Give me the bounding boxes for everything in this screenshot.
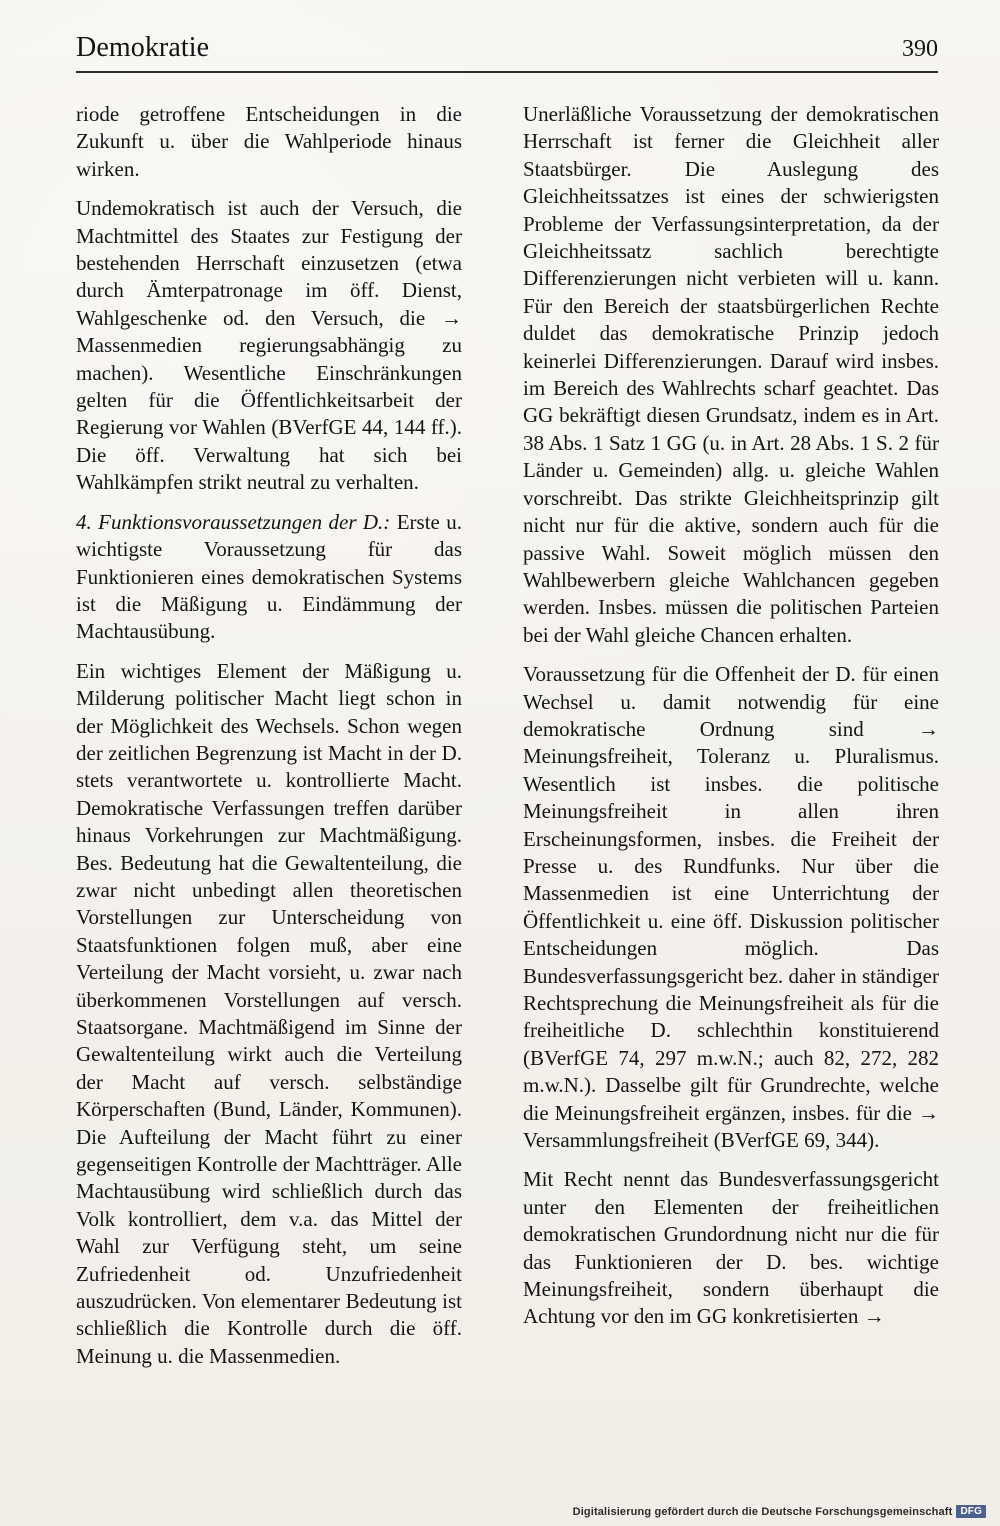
left-paragraph-3: [76, 509, 462, 646]
right-column: [523, 101, 939, 1343]
page-header: [76, 34, 938, 78]
left-column: [76, 101, 462, 1382]
page-title: Demokratie: [76, 32, 210, 63]
left-paragraph-3-text: Erste u. wichtigste Voraussetzung für das Funktionieren eines demokratischen Systems ist die Mäßigung u. Eindämmung der Machtausübung.: [76, 509, 462, 644]
right-paragraph-2: Voraussetzung für die Offenheit der D. für einen Wechsel u. damit notwendig für eine demokratische Ordnung sind → Meinungsfreiheit, Toleranz u. Pluralismus. Wesentlich ist insbes. die politische Meinungsfreiheit in allen ihren Erscheinungsformen, insbes. die Freiheit der Presse u. des Rundfunks. Nur über die Massenmedien ist eine Unterrichtung der Öffentlichkeit u. eine öff. Diskussion politischer Entscheidungen möglich. Das Bundesverfassungsgericht bez. daher in ständiger Rechtsprechung die Meinungsfreiheit als für die freiheitliche D. schlechthin konstituierend (BVerfGE 74, 297 m.w.N.; auch 82, 272, 282 m.w.N.). Dasselbe gilt für Grundrechte, welche die Meinungsfreiheit ergänzen, insbes. für die → Versammlungsfreiheit (BVerfGE 69, 344).: [523, 662, 939, 1153]
dfg-badge: DFG: [956, 1505, 986, 1518]
footer-text: Digitalisierung gefördert durch die Deutsche Forschungsgemeinschaft: [572, 1505, 953, 1518]
right-paragraph-1: Unerläßliche Voraussetzung der demokratischen Herrschaft ist ferner die Gleichheit aller Staatsbürger. Die Auslegung des Gleichheitssatzes ist eines der schwierigsten Probleme der Verfassungsinterpretation, da der Gleichheitssatz sachlich berechtigte Differenzierungen nicht verbieten will u. kann. Für den Bereich der staatsbürgerlichen Rechte duldet das demokratische Prinzip jedoch keinerlei Differenzierungen. Darauf wird insbes. im Bereich des Wahlrechts scharf geachtet. Das GG bekräftigt diesen Grundsatz, indem es in Art. 38 Abs. 1 Satz 1 GG (u. in Art. 28 Abs. 1 S. 2 für Länder u. Gemeinden) allg. u. gleiche Wahlen vorschreibt. Das strikte Gleichheitsprinzip gilt nicht nur für die aktive, sondern auch für die passive Wahl. Soweit möglich müssen den Wahlbewerbern gleiche Wahlchancen gegeben werden. Insbes. müssen die politischen Parteien bei der Wahl gleiche Chancen erhalten.: [523, 102, 939, 647]
section-heading-4: 4. Funktionsvoraussetzungen der D.:: [76, 509, 391, 534]
footer-attribution: [573, 1505, 986, 1518]
right-paragraph-3: Mit Recht nennt das Bundesverfassungsgericht unter den Elementen der freiheitlichen demokratischen Grundordnung nicht nur die für das Funktionieren der D. bes. wichtige Meinungsfreiheit, sondern überhaupt die Achtung vor den im GG konkretisierten →: [523, 1167, 939, 1329]
header-rule: [76, 71, 938, 73]
left-paragraph-2: Undemokratisch ist auch der Versuch, die Machtmittel des Staates zur Festigung der bestehenden Herrschaft einzusetzen (etwa durch Ämterpatronage im öff. Dienst, Wahlgeschenke od. den Versuch, die → Massenmedien regierungsabhängig zu machen). Wesentliche Einschränkungen gelten für die Öffentlichkeitsarbeit der Regierung vor Wahlen (BVerfGE 44, 144 ff.). Die öff. Verwaltung hat sich bei Wahlkämpfen strikt neutral zu verhalten.: [76, 196, 462, 495]
left-paragraph-1: riode getroffene Entscheidungen in die Zukunft u. über die Wahlperiode hinaus wirken.: [76, 102, 462, 181]
left-paragraph-4: Ein wichtiges Element der Mäßigung u. Milderung politischer Macht liegt schon in der Möglichkeit des Wechsels. Schon wegen der zeitlichen Begrenzung ist Macht in der D. stets verantwortete u. kontrollierte Macht. Demokratische Verfassungen treffen darüber hinaus Vorkehrungen zur Machtmäßigung. Bes. Bedeutung hat die Gewaltenteilung, die zwar nicht unbedingt allen theoretischen Vorstellungen zur Unterscheidung von Staatsfunktionen folgen muß, aber eine Verteilung der Macht vorsieht, u. zwar nach überkommenen Vorstellungen auf versch. Staatsorgane. Machtmäßigend im Sinne der Gewaltenteilung wirkt auch die Verteilung der Macht auf versch. selbständige Körperschaften (Bund, Länder, Kommunen). Die Aufteilung der Macht führt zu einer gegenseitigen Kontrolle der Machtträger. Alle Machtausübung wird schließlich durch das Volk kontrolliert, dem v.a. das Mittel der Wahl zur Verfügung steht, um seine Zufriedenheit od. Unzufriedenheit auszudrücken. Von elementarer Bedeutung ist schließlich die Kontrolle durch die öff. Meinung u. die Massenmedien.: [76, 658, 462, 1368]
page-number: 390: [902, 36, 938, 62]
